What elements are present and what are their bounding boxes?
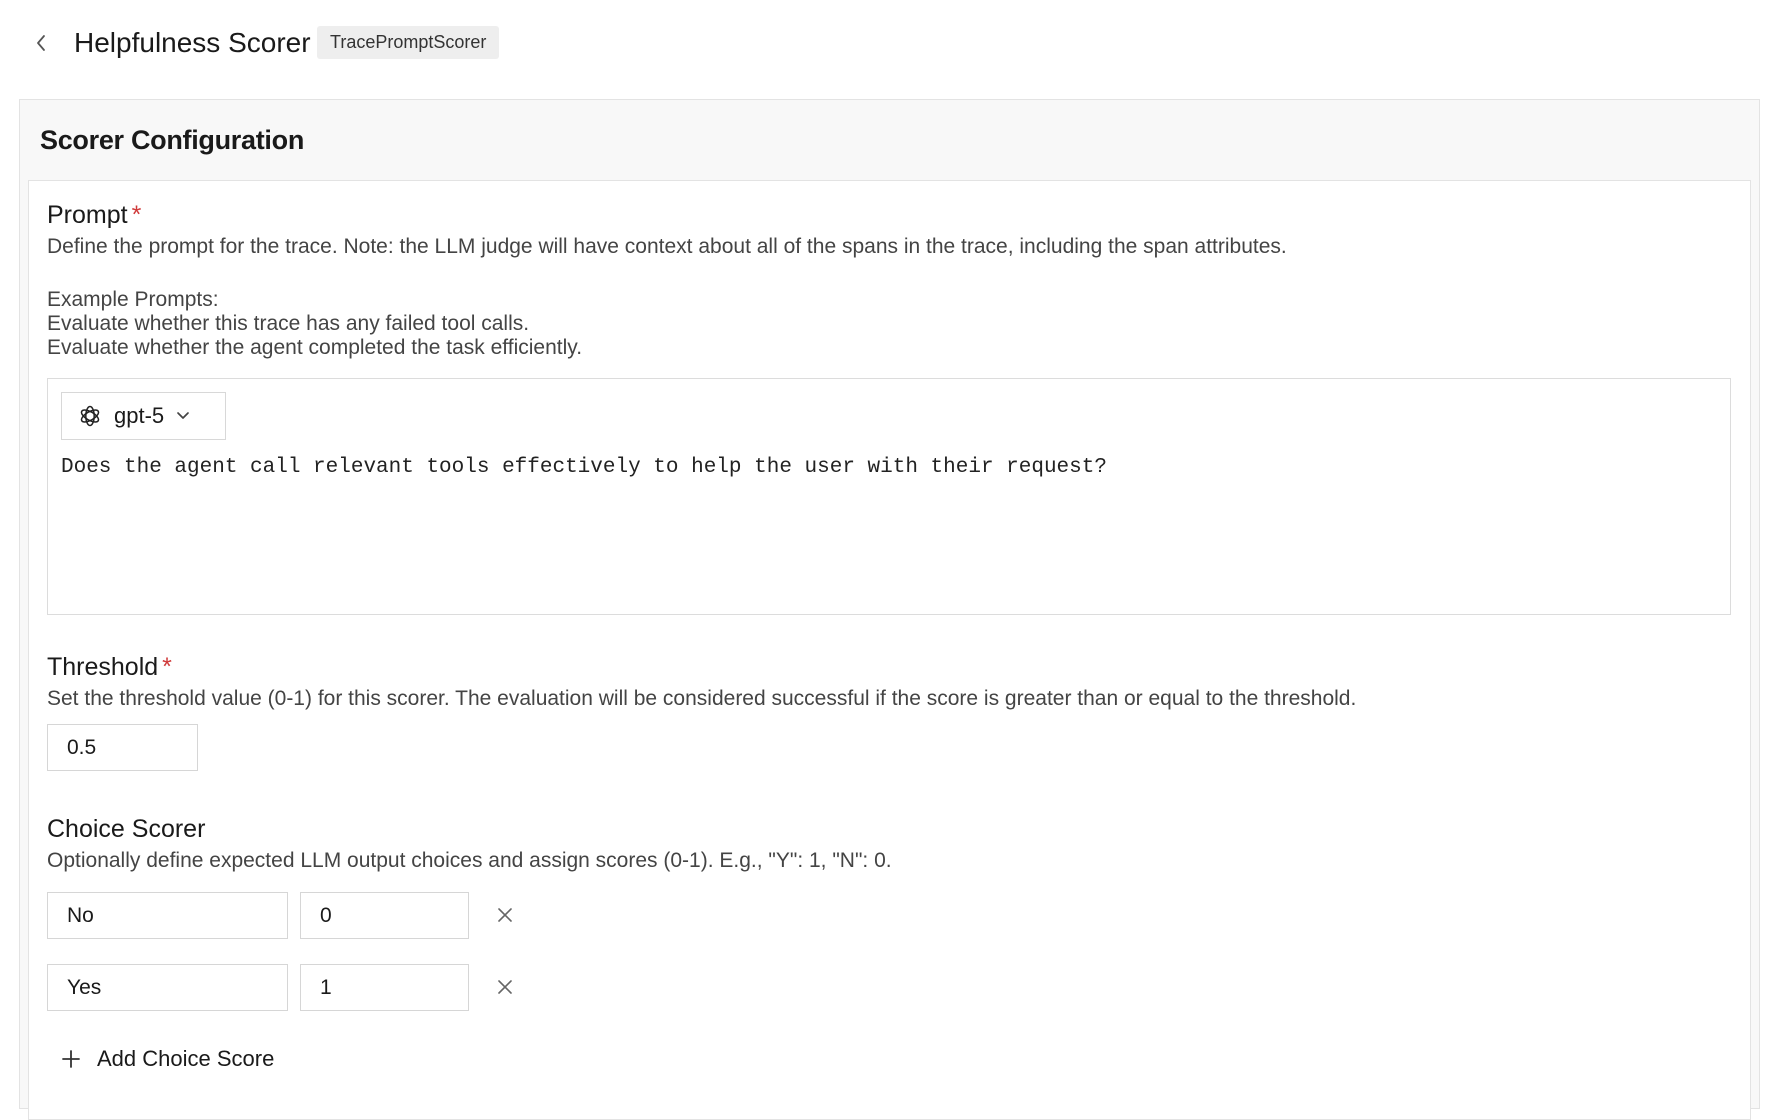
page-title: Helpfulness Scorer <box>74 27 311 58</box>
chevron-down-icon <box>176 411 190 421</box>
model-name: gpt-5 <box>114 403 165 428</box>
prompt-editor <box>47 378 1731 615</box>
required-marker: * <box>162 653 172 681</box>
prompt-textarea[interactable] <box>61 454 1711 594</box>
example-prompt: Evaluate whether this trace has any failed tool calls. <box>47 312 530 335</box>
plus-icon <box>61 1049 81 1069</box>
scorer-type-badge: TracePromptScorer <box>317 26 499 59</box>
score-input[interactable] <box>300 892 469 939</box>
scorer-configuration-panel <box>19 99 1760 1109</box>
threshold-label-text: Threshold <box>47 653 159 681</box>
remove-choice-button[interactable] <box>492 974 518 1000</box>
remove-choice-button[interactable] <box>492 902 518 928</box>
section-title: Scorer Configuration <box>40 125 305 155</box>
model-select[interactable] <box>61 392 226 440</box>
threshold-label <box>47 651 172 683</box>
close-icon <box>497 979 513 995</box>
add-choice-score-label: Add Choice Score <box>97 1046 275 1071</box>
choice-input[interactable] <box>47 964 288 1011</box>
example-prompts <box>47 288 582 360</box>
close-icon <box>497 907 513 923</box>
choice-input[interactable] <box>47 892 288 939</box>
threshold-input[interactable] <box>47 724 198 771</box>
prompt-description: Define the prompt for the trace. Note: the LLM judge will have context about all of the spans in the trace, including the span attributes. <box>47 235 1287 258</box>
back-button[interactable] <box>30 30 52 56</box>
example-prompt: Evaluate whether the agent completed the task efficiently. <box>47 336 583 359</box>
choice-scorer-description: Optionally define expected LLM output choices and assign scores (0-1). E.g., "Y": 1, "N": 0. <box>47 849 892 872</box>
openai-logo-icon <box>78 404 102 428</box>
choice-scorer-label: Choice Scorer <box>47 815 206 843</box>
prompt-label-text: Prompt <box>47 201 128 229</box>
threshold-description: Set the threshold value (0-1) for this scorer. The evaluation will be considered successful if the score is greater than or equal to the threshold. <box>47 687 1357 710</box>
add-choice-score-button[interactable] <box>61 1042 274 1076</box>
score-input[interactable] <box>300 964 469 1011</box>
example-prompts-heading: Example Prompts: <box>47 288 219 311</box>
page-header <box>0 0 1777 86</box>
configuration-form <box>28 180 1751 1120</box>
prompt-label <box>47 199 141 231</box>
required-marker: * <box>131 201 142 229</box>
chevron-left-icon <box>35 33 47 53</box>
